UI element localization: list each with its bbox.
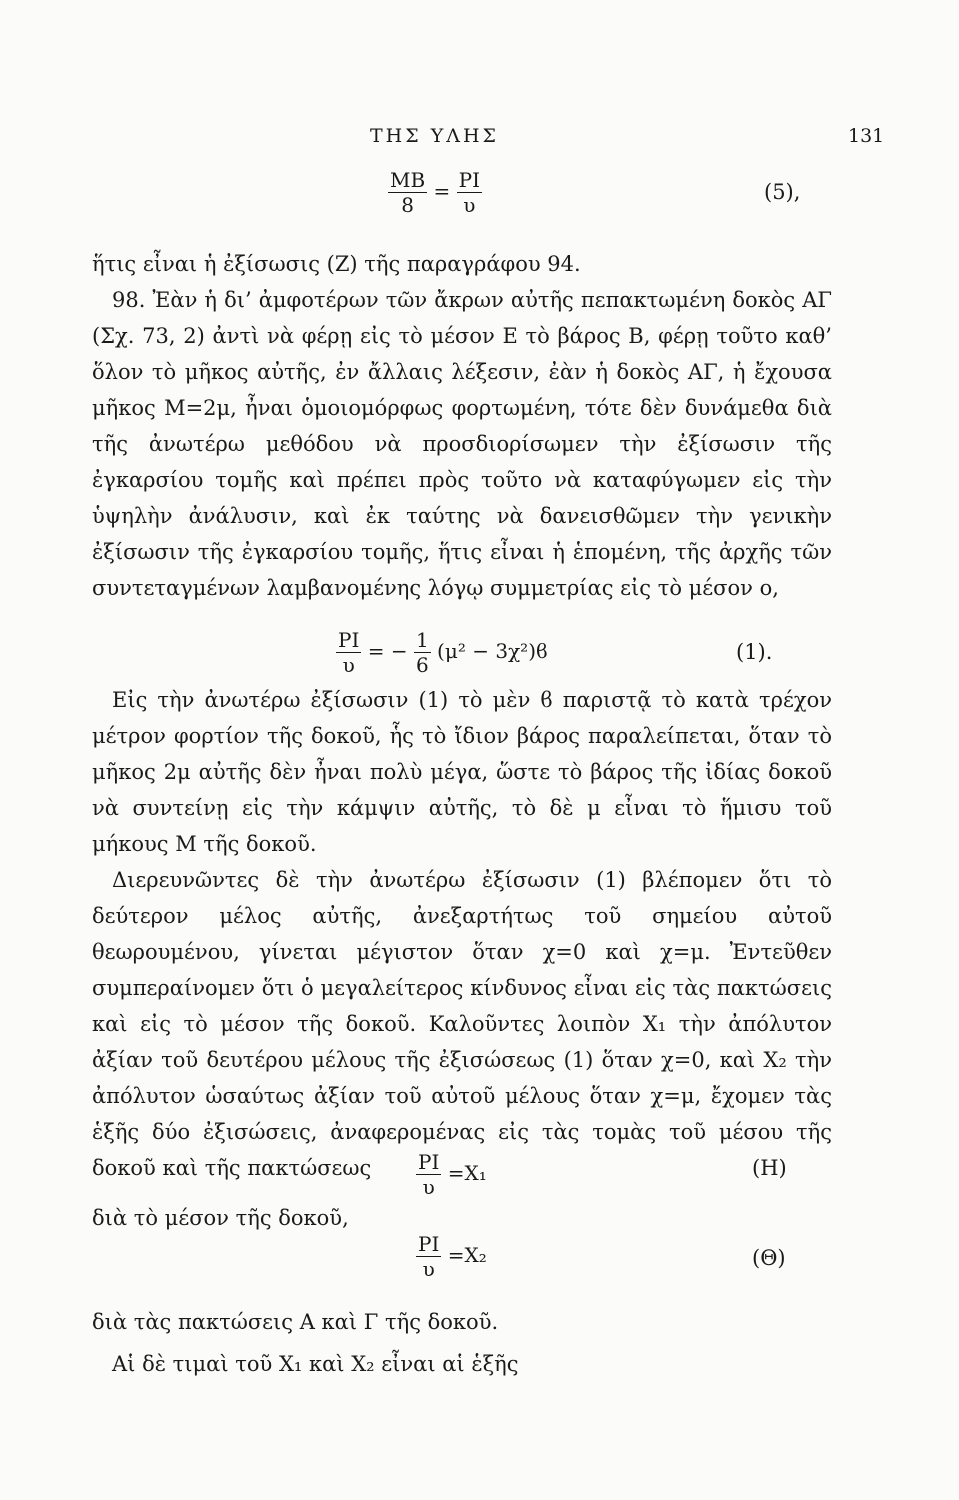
paragraph-reference: ἥτις εἶναι ἡ ἐξίσωσις (Ζ) τῆς παραγράφου 94. bbox=[92, 252, 581, 276]
paragraph-analysis: Διερευνῶντες δὲ τὴν ἀνωτέρω ἐξίσωσιν (1) βλέπομεν ὅτι τὸ δεύτερον μέλος αὐτῆς, ἀνεξαρτήτως τοῦ σημείου αὐτοῦ θεωρουμένου, γίνεται μέγιστον ὅταν χ=0 καὶ χ=μ. Ἐντεῦθεν συμπεραίνομεν ὅτι ὁ μεγαλείτερος κίνδυνος εἶναι εἰς τὰς πακτώσεις καὶ εἰς τὸ μέσον τῆς δοκοῦ. Καλοῦντες λοιπὸν Χ₁ τὴν ἀπόλυτον ἀξίαν τοῦ δευτέρου μέλους τῆς ἐξισώσεως (1) ὅταν χ=0, καὶ Χ₂ τὴν ἀπόλυτον ὡσαύτως ἀξίαν τοῦ αὐτοῦ μέλους ὅταν χ=μ, ἔχομεν τὰς ἑξῆς δύο ἐξισώσεις, ἀναφερομένας εἰς τὰς τομὰς τοῦ μέσου τῆς δοκοῦ καὶ τῆς πακτώσεως bbox=[92, 868, 832, 1180]
fraction-pi-u bbox=[336, 628, 361, 677]
fraction-denominator: υ bbox=[422, 1175, 435, 1199]
line-mid-beam: διὰ τὸ μέσον τῆς δοκοῦ, bbox=[92, 1206, 349, 1230]
equation-number-5: (5), bbox=[764, 180, 801, 204]
equals-sign: = bbox=[433, 179, 451, 203]
equation-rhs: =Χ₂ bbox=[447, 1243, 487, 1267]
paragraph-load: Εἰς τὴν ἀνωτέρω ἐξίσωσιν (1) τὸ μὲν ϐ παριστᾷ τὸ κατὰ τρέχον μέτρον φορτίον τῆς δοκοῦ, ἧς τὸ ἴδιον βάρος παραλείπεται, ὅταν τὸ μῆκος 2μ αὐτῆς δὲν ἦναι πολὺ μέγα, ὥστε τὸ βάρος τῆς ἰδίας δοκοῦ νὰ συντείνῃ εἰς τὴν κάμψιν αὐτῆς, τὸ δὲ μ εἶναι τὸ ἥμισυ τοῦ μήκους Μ τῆς δοκοῦ. bbox=[92, 688, 832, 856]
equation-h bbox=[416, 1150, 487, 1199]
fraction-one-sixth bbox=[414, 628, 431, 677]
equation-label-h: (Η) bbox=[752, 1156, 787, 1180]
fraction-denominator: υ bbox=[422, 1257, 435, 1281]
equals-minus: = − bbox=[367, 639, 408, 663]
line-beam-ends: διὰ τὰς πακτώσεις Α καὶ Γ τῆς δοκοῦ. bbox=[92, 1310, 499, 1334]
line-values: Αἱ δὲ τιμαὶ τοῦ Χ₁ καὶ Χ₂ εἶναι αἱ ἑξῆς bbox=[112, 1352, 519, 1376]
fraction-numerator: PI bbox=[458, 168, 481, 192]
equation-1 bbox=[336, 628, 548, 677]
text-block-1 bbox=[92, 246, 832, 606]
fraction-numerator: 1 bbox=[415, 628, 429, 652]
equation-expression: (μ² − 3χ²)ϐ bbox=[437, 639, 548, 663]
fraction-denominator: υ bbox=[463, 193, 476, 217]
fraction-pi-u bbox=[457, 168, 482, 217]
equation-5 bbox=[388, 168, 482, 217]
fraction-numerator: MB bbox=[390, 168, 426, 192]
fraction-denominator: 8 bbox=[401, 193, 414, 217]
running-head-title: ΤΗΣ ΥΛΗΣ bbox=[370, 125, 499, 147]
equation-label-theta: (Θ) bbox=[752, 1246, 786, 1270]
equation-number-1: (1). bbox=[736, 640, 773, 664]
text-block-3 bbox=[92, 1304, 832, 1382]
text-block-2 bbox=[92, 682, 832, 1186]
text-mid-beam bbox=[92, 1200, 832, 1236]
paragraph-98: 98. Ἐὰν ἡ δι’ ἀμφοτέρων τῶν ἄκρων αὐτῆς πεπακτωμένη δοκὸς ΑΓ (Σχ. 73, 2) ἀντὶ νὰ φέρῃ εἰς τὸ μέσον Ε τὸ βάρος Β, φέρῃ τοῦτο καθ’ ὅλον τὸ μῆκος αὐτῆς, ἐν ἄλλαις λέξεσιν, ἐὰν ἡ δοκὸς ΑΓ, ἡ ἔχουσα μῆκος Μ=2μ, ἦναι ὁμοιομόρφως φορτωμένη, τότε δὲν δυνάμεθα διὰ τῆς ἀνωτέρω μεθόδου νὰ προσδιορίσωμεν τὴν ἐξίσωσιν τῆς ἐγκαρσίου τομῆς καὶ πρέπει πρὸς τοῦτο νὰ καταφύγωμεν εἰς τὴν ὑψηλὴν ἀνάλυσιν, καὶ ἐκ ταύτης νὰ δανεισθῶμεν τὴν γενικὴν ἐξίσωσιν τῆς ἐγκαρσίου τομῆς, ἥτις εἶναι ἡ ἑπομένη, τῆς ἀρχῆς τῶν συντεταγμένων λαμβανομένης λόγῳ συμμετρίας εἰς τὸ μέσον ο, bbox=[92, 288, 832, 600]
fraction-numerator: PI bbox=[418, 1232, 440, 1256]
fraction-pi-u bbox=[416, 1150, 441, 1199]
fraction-pi-u bbox=[416, 1232, 441, 1281]
fraction-numerator: PI bbox=[418, 1150, 440, 1174]
equation-theta bbox=[416, 1232, 487, 1281]
equation-rhs: =Χ₁ bbox=[447, 1161, 487, 1185]
fraction-denominator: 6 bbox=[415, 653, 429, 677]
fraction-mb-8 bbox=[388, 168, 427, 217]
fraction-denominator: υ bbox=[342, 653, 355, 677]
fraction-numerator: PI bbox=[338, 628, 360, 652]
page-number: 131 bbox=[848, 125, 885, 147]
running-head bbox=[0, 125, 959, 155]
